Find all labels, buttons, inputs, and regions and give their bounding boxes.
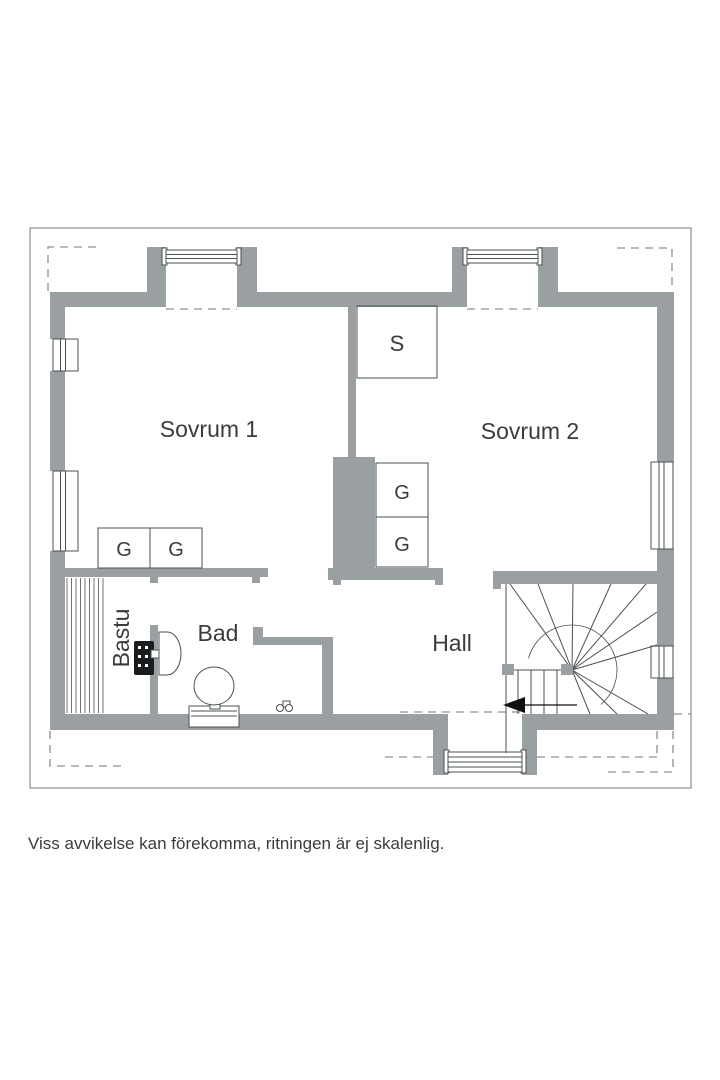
closet-label-g3: G: [394, 482, 410, 504]
sauna-bench-icon: [67, 578, 103, 713]
dormer-window-bottom-icon: [444, 750, 526, 773]
room-label-sovrum1: Sovrum 1: [159, 416, 259, 442]
bath-accessory-icon: [277, 701, 293, 712]
toilet-icon: [189, 667, 239, 727]
window-left-small-icon: [53, 339, 78, 371]
closet-label-g4: G: [394, 534, 410, 556]
room-label-bastu: Bastu: [108, 608, 134, 668]
window-right-tall-icon: [651, 462, 673, 549]
room-label-bad: Bad: [197, 620, 239, 646]
disclaimer-caption: Viss avvikelse kan förekomma, ritningen är ej skalenlig.: [28, 834, 445, 853]
stair-direction-arrow-icon: [503, 697, 577, 713]
dormer-window-top-right-icon: [463, 248, 542, 265]
room-label-sovrum2: Sovrum 2: [480, 418, 580, 444]
closet-label-g1: G: [116, 539, 132, 561]
closet-label-g2: G: [168, 539, 184, 561]
dormer-window-top-left-icon: [162, 248, 241, 265]
closet-label-s: S: [389, 331, 405, 356]
closet-outlines: [98, 306, 437, 568]
room-label-hall: Hall: [432, 630, 472, 656]
window-right-small-icon: [651, 646, 673, 678]
window-left-tall-icon: [53, 471, 78, 551]
